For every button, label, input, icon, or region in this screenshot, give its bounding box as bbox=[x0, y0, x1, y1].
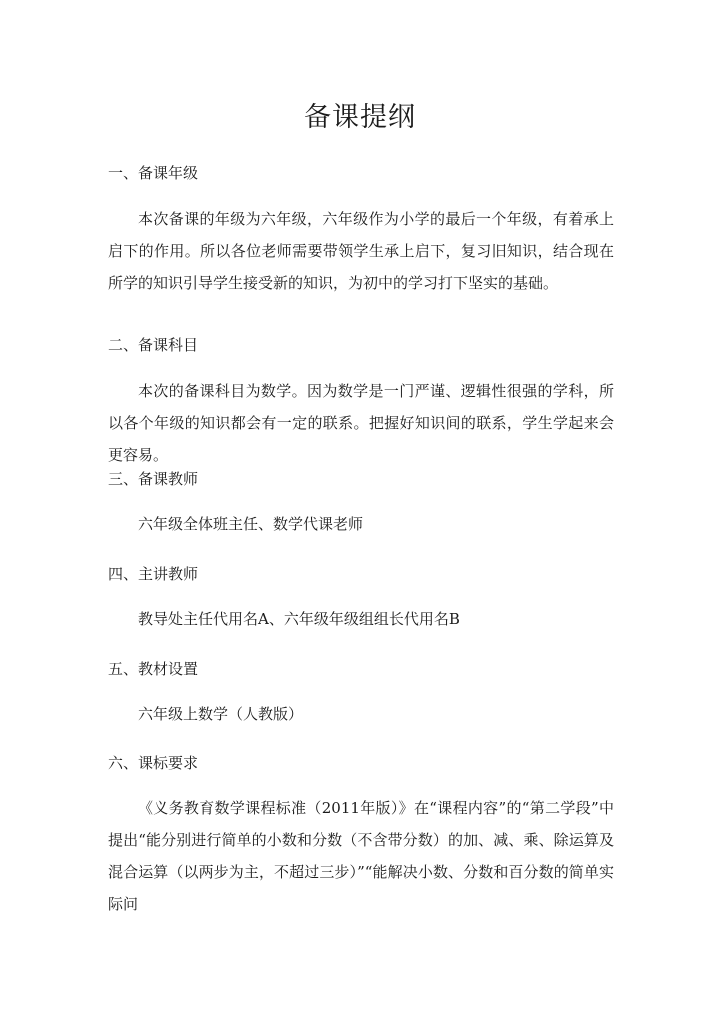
section-heading-subject: 二、备课科目 bbox=[108, 336, 199, 354]
section-heading-curriculum: 六、课标要求 bbox=[108, 754, 199, 772]
section-body-curriculum: 《义务教育数学课程标准（2011年版）》在“课程内容”的“第二学段”中提出“能分别进行简单的小数和分数（不含带分数）的加、减、乘、除运算及混合运算（以两步为主，不超过三步）”“能解决小数、分数和百分数的简单实际问 bbox=[108, 799, 614, 913]
section-body-subject: 本次的备课科目为数学。因为数学是一门严谨、逻辑性很强的学科，所以各个年级的知识都会有一定的联系。把握好知识间的联系，学生学起来会更容易。 bbox=[108, 382, 614, 464]
section-heading-teachers: 三、备课教师 bbox=[108, 470, 199, 488]
section-heading-textbook: 五、教材设置 bbox=[108, 660, 199, 678]
section-body-textbook: 六年级上数学（人教版） bbox=[138, 705, 304, 723]
section-body-grade: 本次备课的年级为六年级，六年级作为小学的最后一个年级，有着承上启下的作用。所以各位老师需要带领学生承上启下，复习旧知识，结合现在所学的知识引导学生接受新的知识，为初中的学习打下坚实的基础。 bbox=[108, 210, 614, 292]
section-heading-lead-teacher: 四、主讲教师 bbox=[108, 565, 199, 583]
section-body-lead-teacher: 教导处主任代用名A、六年级年级组组长代用名B bbox=[138, 610, 460, 628]
section-body-teachers: 六年级全体班主任、数学代课老师 bbox=[138, 515, 364, 533]
section-heading-grade: 一、备课年级 bbox=[108, 164, 199, 182]
document-title: 备课提纲 bbox=[304, 102, 416, 133]
